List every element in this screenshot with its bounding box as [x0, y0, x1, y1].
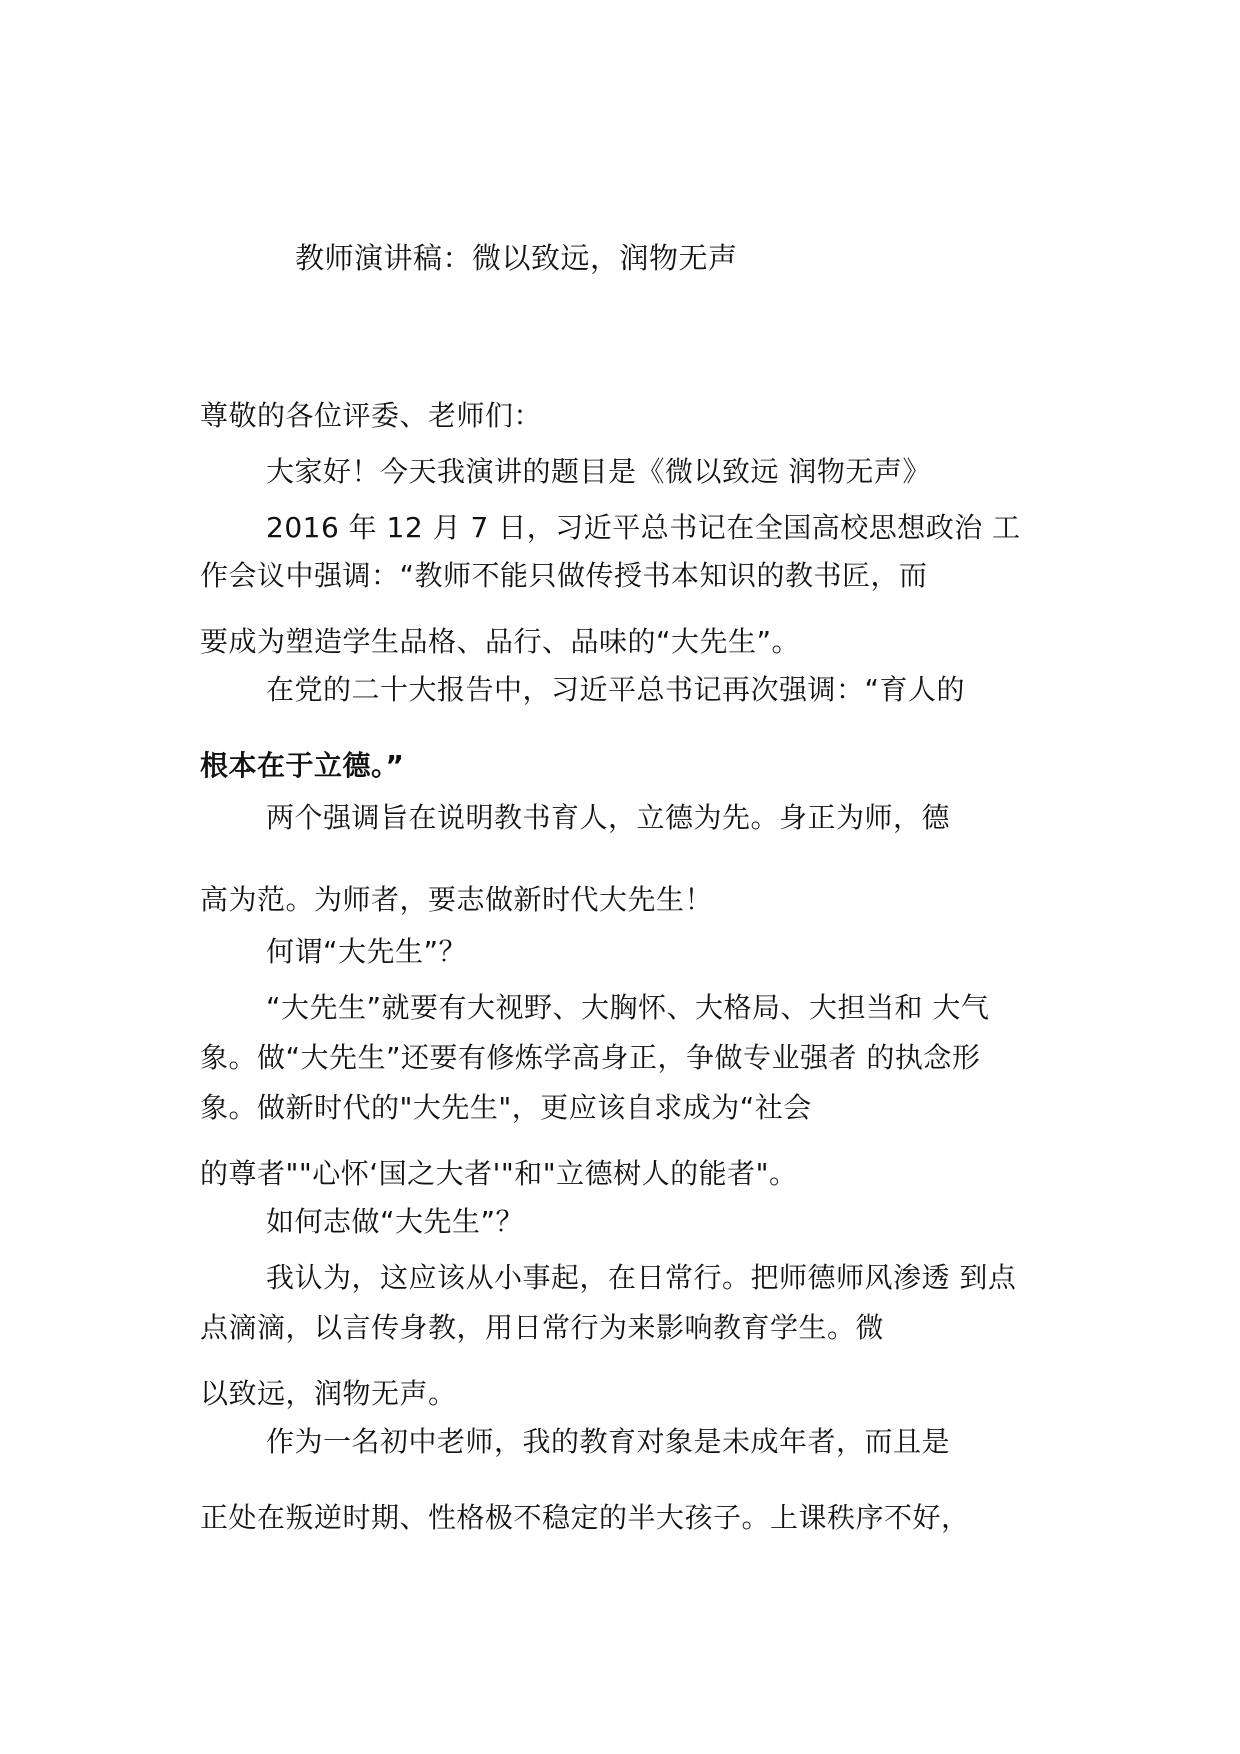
paragraph-line: 我认为，这应该从小事起，在日常行。把师德师风渗透 到点 — [266, 1261, 1017, 1294]
paragraph-line: 根本在于立德。” — [200, 749, 405, 782]
salutation-line: 尊敬的各位评委、老师们： — [200, 399, 543, 432]
paragraph-line: 2016 年 12 月 7 日，习近平总书记在全国高校思想政治 工 — [266, 511, 1021, 544]
paragraph-line: 象。做“大先生”还要有修炼学高身正，争做专业强者 的执念形 — [200, 1041, 981, 1074]
paragraph-line: 何谓“大先生”？ — [266, 935, 468, 968]
paragraph-line: 要成为塑造学生品格、品行、品味的“大先生”。 — [200, 625, 801, 658]
paragraph-line: 正处在叛逆时期、性格极不稳定的半大孩子。上课秩序不好， — [200, 1501, 970, 1534]
paragraph-line: 作会议中强调：“教师不能只做传授书本知识的教书匠，而 — [200, 559, 928, 592]
paragraph-line: 以致远，润物无声。 — [200, 1377, 457, 1410]
paragraph-line: 作为一名初中老师，我的教育对象是未成年者，而且是 — [266, 1425, 951, 1458]
paragraph-line: 大家好！今天我演讲的题目是《微以致远 润物无声》 — [266, 455, 931, 488]
paragraph-line: 在党的二十大报告中，习近平总书记再次强调：“育人的 — [266, 673, 966, 706]
paragraph-line: 高为范。为师者，要志做新时代大先生！ — [200, 883, 714, 916]
document-title: 教师演讲稿：微以致远，润物无声 — [295, 241, 738, 275]
paragraph-line: 两个强调旨在说明教书育人，立德为先。身正为师，德 — [266, 801, 951, 834]
paragraph-line: 如何志做“大先生”？ — [266, 1205, 525, 1238]
paragraph-line: 的尊者""心怀‘国之大者'"和"立德树人的能者"。 — [200, 1157, 798, 1190]
paragraph-line: “大先生”就要有大视野、大胸怀、大格局、大担当和 大气 — [266, 991, 990, 1024]
paragraph-line: 点滴滴，以言传身教，用日常行为来影响教育学生。微 — [200, 1311, 885, 1344]
paragraph-line: 象。做新时代的"大先生"，更应该自求成为“社会 — [200, 1091, 812, 1124]
